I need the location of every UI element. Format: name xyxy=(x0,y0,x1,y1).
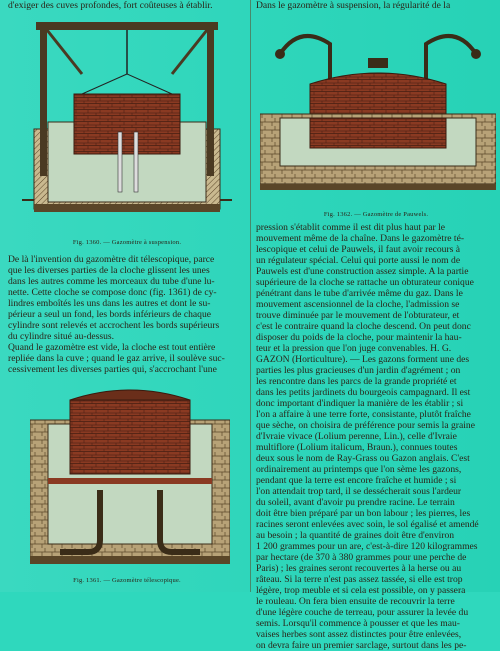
figure-1361-illustration xyxy=(30,380,230,570)
text-line: légère, trop meuble et si cela est possible, on y passera xyxy=(256,585,466,596)
text-line: Quand le gazomètre est vide, la cloche est tout entière xyxy=(8,342,216,353)
text-line: par hectare (de 370 à 380 grammes pour une perche de xyxy=(256,552,467,563)
text-line: pression s'établit comme il est dit plus haut par le xyxy=(256,222,446,233)
text-line: multiflore (Lolium italicum, Braun.), connues toutes xyxy=(256,442,458,453)
text-line: le rouleau. On fera bien ensuite de recouvrir la terre xyxy=(256,596,455,607)
text-line: mouvement même de la chaîne. Dans le gazomètre té- xyxy=(256,233,465,244)
text-line: donc important d'indiquer la manière de les établir ; si xyxy=(256,398,464,409)
text-line: d'Ivraie vivace (Lolium perenne, Lin.), celle d'Ivraie xyxy=(256,431,457,442)
text-line: Paris) ; les graines seront recouvertes à la herse ou au xyxy=(256,563,462,574)
figure-1360-illustration xyxy=(22,14,232,224)
text-line: parties les plus gracieuses d'un jardin d'agrément ; on xyxy=(256,365,461,376)
right-column xyxy=(256,0,496,651)
text-line: semis. Lorsqu'il commence à pousser et que les mau- xyxy=(256,618,460,629)
text-line: du soleil, avant d'avoir pu prendre racine. Le terrain xyxy=(256,497,455,508)
text-line: au besoin ; la quantité de graines doit être d'environ xyxy=(256,530,455,541)
text-line: vaises herbes sont assez distinctes pour être enlevées, xyxy=(256,629,462,640)
text-line: dans les autres comme les morceaux du tube d'une lu- xyxy=(8,276,215,287)
text-line: périeur a seul un fond, les bords inférieurs de chaque xyxy=(8,309,211,320)
left-column xyxy=(8,0,246,592)
text-line: trouve diminuée par le mouvement de l'obturateur, et xyxy=(256,310,460,321)
text-line: racines seront enlevées avec soin, le sol égalisé et amendé xyxy=(256,519,479,530)
left-body-text xyxy=(8,254,246,375)
text-line: disposer du poids de la cloche, pour maintenir la hau- xyxy=(256,332,462,343)
text-line: lescopique et celui de Pauwels, il faut avoir recours à xyxy=(256,244,461,255)
text-line: on devra faire un premier sarclage, surtout dans les pe- xyxy=(256,640,467,651)
left-top-line: d'exiger des cuves profondes, fort coûteuses à établir. xyxy=(8,0,213,11)
text-line: GAZON (Horticulture). — Les gazons forment une des xyxy=(256,354,470,365)
text-line: cylindre sont relevés et accrochent les bords supérieurs xyxy=(8,320,220,331)
column-rule xyxy=(250,0,251,592)
text-line: supérieure de la cloche se rattache un obturateur conique xyxy=(256,277,474,288)
text-line: que les diverses parties de la cloche glissent les unes xyxy=(8,265,210,276)
text-line: l'on attendait trop tard, il se dessécherait sous l'ardeur xyxy=(256,486,462,497)
figure-1361-caption: Fig. 1361. — Gazomètre télescopique. xyxy=(73,577,181,584)
text-line: lindres emboîtés les uns dans les autres et dont le su- xyxy=(8,298,211,309)
text-line: 1 200 grammes pour un are, c'est-à-dire 120 kilogrammes xyxy=(256,541,478,552)
text-line: deux sous le nom de Ray-Grass ou Gazon anglais. C'est xyxy=(256,453,470,464)
text-line: un régulateur spécial. Celui qui porte aussi le nom de xyxy=(256,255,461,266)
text-line: Pauwels est d'une construction assez simple. A la partie xyxy=(256,266,469,277)
text-line: teur et la pression que l'on juge convenables. H. G. xyxy=(256,343,452,354)
text-line: les rencontre dans les parcs de la grande propriété et xyxy=(256,376,457,387)
text-line: l'on a affaire à une terre forte, consistante, plutôt fraîche xyxy=(256,409,471,420)
text-line: doit être bien préparé par un bon labour ; les pierres, les xyxy=(256,508,471,519)
figure-1362-illustration xyxy=(260,14,496,198)
text-line: d'une légère couche de terreau, pour assurer la levée du xyxy=(256,607,469,618)
right-body-text xyxy=(256,222,496,651)
text-line: c'est le contraire quand la cloche descend. On peut donc xyxy=(256,321,471,332)
figure-1360-caption: Fig. 1360. — Gazomètre à suspension. xyxy=(72,239,182,246)
text-line: cessivement les diverses parties qui, s'accrochant l'une xyxy=(8,364,217,375)
text-line: râteau. Si la terre n'est pas assez tassée, si elle est trop xyxy=(256,574,463,585)
text-line: dans les petits jardinets du bourgeois campagnard. Il est xyxy=(256,387,471,398)
text-line: du cylindre situé au-dessus. xyxy=(8,331,115,342)
text-line: De là l'invention du gazomètre dit télescopique, parce xyxy=(8,254,215,265)
text-line: nette. Cette cloche se compose donc (fig. 1361) de cy- xyxy=(8,287,217,298)
text-line: mouvement ascensionnel de la cloche, l'admission se xyxy=(256,299,460,310)
figure-1362-caption: Fig. 1362. — Gazomètre de Pauwels. xyxy=(323,211,429,218)
text-line: pendant que la terre est encore fraîche et humide ; si xyxy=(256,475,457,486)
text-line: ordinairement au printemps que l'on sème les gazons, xyxy=(256,464,462,475)
text-line: repliée dans la cuve ; quand le gaz arrive, il soulève suc- xyxy=(8,353,225,364)
text-line: pénétrant dans le tube d'arrivée même du gaz. Dans le xyxy=(256,288,463,299)
text-line: que sèche, on choisira de préférence pour semis la graine xyxy=(256,420,475,431)
right-top-line: Dans le gazomètre à suspension, la régularité de la xyxy=(256,0,451,11)
